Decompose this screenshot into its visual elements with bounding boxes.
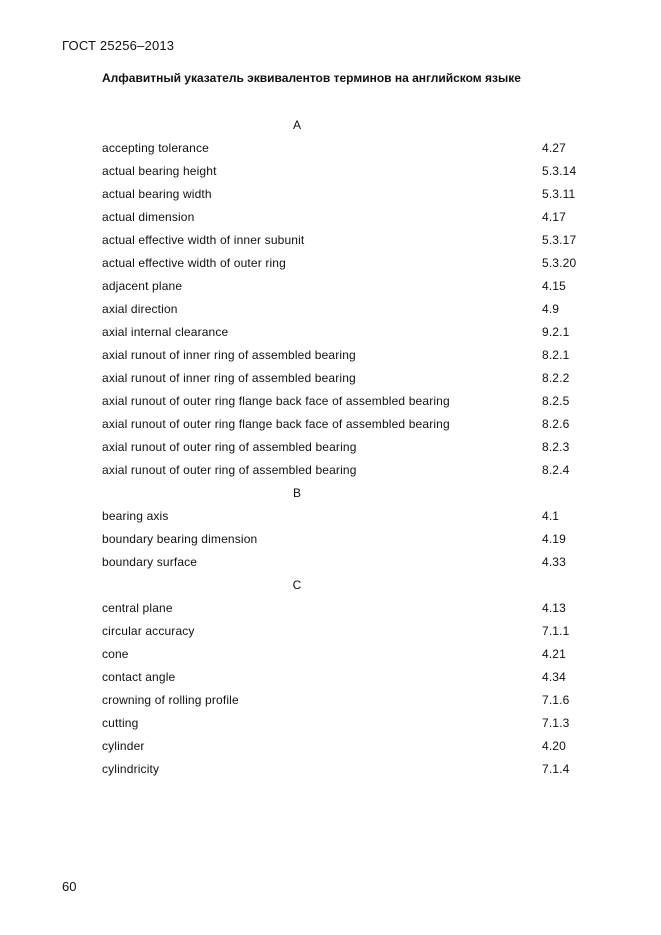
index-entry bbox=[102, 597, 592, 620]
alphabetical-index bbox=[102, 114, 592, 781]
entry-reference: 4.33 bbox=[542, 555, 566, 569]
entry-reference: 4.15 bbox=[542, 279, 566, 293]
entry-reference: 8.2.4 bbox=[542, 463, 570, 477]
entry-reference: 8.2.3 bbox=[542, 440, 570, 454]
entry-reference: 4.9 bbox=[542, 302, 560, 316]
section-letter: C bbox=[292, 578, 302, 592]
entry-term: cutting bbox=[102, 716, 139, 730]
entry-term: cone bbox=[102, 647, 129, 661]
entry-reference: 5.3.17 bbox=[542, 233, 577, 247]
index-entry bbox=[102, 436, 592, 459]
entry-reference: 4.34 bbox=[542, 670, 566, 684]
entry-term: actual effective width of inner subunit bbox=[102, 233, 305, 247]
entry-reference: 7.1.6 bbox=[542, 693, 570, 707]
entry-term: axial direction bbox=[102, 302, 178, 316]
entry-term: axial internal clearance bbox=[102, 325, 229, 339]
index-entry bbox=[102, 206, 592, 229]
index-entry bbox=[102, 735, 592, 758]
entry-term: cylindricity bbox=[102, 762, 160, 776]
entry-term: boundary bearing dimension bbox=[102, 532, 258, 546]
entry-reference: 5.3.14 bbox=[542, 164, 577, 178]
entry-term: axial runout of inner ring of assembled bearing bbox=[102, 348, 356, 362]
section-letter: A bbox=[292, 118, 301, 132]
index-entry bbox=[102, 689, 592, 712]
index-entry bbox=[102, 367, 592, 390]
index-entry bbox=[102, 183, 592, 206]
entry-term: actual effective width of outer ring bbox=[102, 256, 286, 270]
entry-reference: 5.3.20 bbox=[542, 256, 577, 270]
index-entry bbox=[102, 528, 592, 551]
entry-reference: 7.1.1 bbox=[542, 624, 570, 638]
entry-reference: 5.3.11 bbox=[542, 187, 576, 201]
entry-reference: 8.2.5 bbox=[542, 394, 570, 408]
index-entry bbox=[102, 643, 592, 666]
entry-reference: 7.1.3 bbox=[542, 716, 570, 730]
entry-reference: 4.1 bbox=[542, 509, 560, 523]
index-entry bbox=[102, 321, 592, 344]
index-entry bbox=[102, 252, 592, 275]
entry-term: circular accuracy bbox=[102, 624, 195, 638]
entry-term: boundary surface bbox=[102, 555, 198, 569]
entry-reference: 4.17 bbox=[542, 210, 566, 224]
entry-term: axial runout of outer ring of assembled bearing bbox=[102, 463, 357, 477]
entry-term: accepting tolerance bbox=[102, 141, 209, 155]
index-entry bbox=[102, 413, 592, 436]
index-entry bbox=[102, 551, 592, 574]
index-entry bbox=[102, 390, 592, 413]
entry-reference: 8.2.2 bbox=[542, 371, 570, 385]
index-entry bbox=[102, 160, 592, 183]
index-title: Алфавитный указатель эквивалентов терминов на английском языке bbox=[102, 71, 521, 85]
index-entry bbox=[102, 298, 592, 321]
entry-term: crowning of rolling profile bbox=[102, 693, 239, 707]
page-number: 60 bbox=[62, 879, 77, 894]
index-entry bbox=[102, 505, 592, 528]
index-entry bbox=[102, 666, 592, 689]
entry-reference: 7.1.4 bbox=[542, 762, 570, 776]
index-entry bbox=[102, 344, 592, 367]
entry-reference: 4.13 bbox=[542, 601, 566, 615]
entry-term: actual bearing width bbox=[102, 187, 212, 201]
entry-term: axial runout of inner ring of assembled bearing bbox=[102, 371, 356, 385]
entry-reference: 8.2.1 bbox=[542, 348, 570, 362]
entry-reference: 4.20 bbox=[542, 739, 566, 753]
index-entry bbox=[102, 275, 592, 298]
entry-term: cylinder bbox=[102, 739, 145, 753]
entry-term: axial runout of outer ring of assembled bearing bbox=[102, 440, 357, 454]
index-entry bbox=[102, 758, 592, 781]
entry-reference: 8.2.6 bbox=[542, 417, 570, 431]
entry-term: central plane bbox=[102, 601, 173, 615]
entry-term: actual bearing height bbox=[102, 164, 217, 178]
entry-term: actual dimension bbox=[102, 210, 195, 224]
index-entry bbox=[102, 229, 592, 252]
entry-term: adjacent plane bbox=[102, 279, 183, 293]
document-header: ГОСТ 25256–2013 bbox=[62, 38, 175, 53]
index-entry bbox=[102, 712, 592, 735]
index-entry bbox=[102, 620, 592, 643]
entry-reference: 4.27 bbox=[542, 141, 566, 155]
entry-term: bearing axis bbox=[102, 509, 169, 523]
entry-term: axial runout of outer ring flange back face of assembled bearing bbox=[102, 394, 450, 408]
index-entry bbox=[102, 459, 592, 482]
entry-term: contact angle bbox=[102, 670, 176, 684]
section-letter: B bbox=[292, 486, 301, 500]
entry-term: axial runout of outer ring flange back face of assembled bearing bbox=[102, 417, 450, 431]
index-entry bbox=[102, 137, 592, 160]
entry-reference: 4.21 bbox=[542, 647, 566, 661]
entry-reference: 4.19 bbox=[542, 532, 566, 546]
entry-reference: 9.2.1 bbox=[542, 325, 570, 339]
